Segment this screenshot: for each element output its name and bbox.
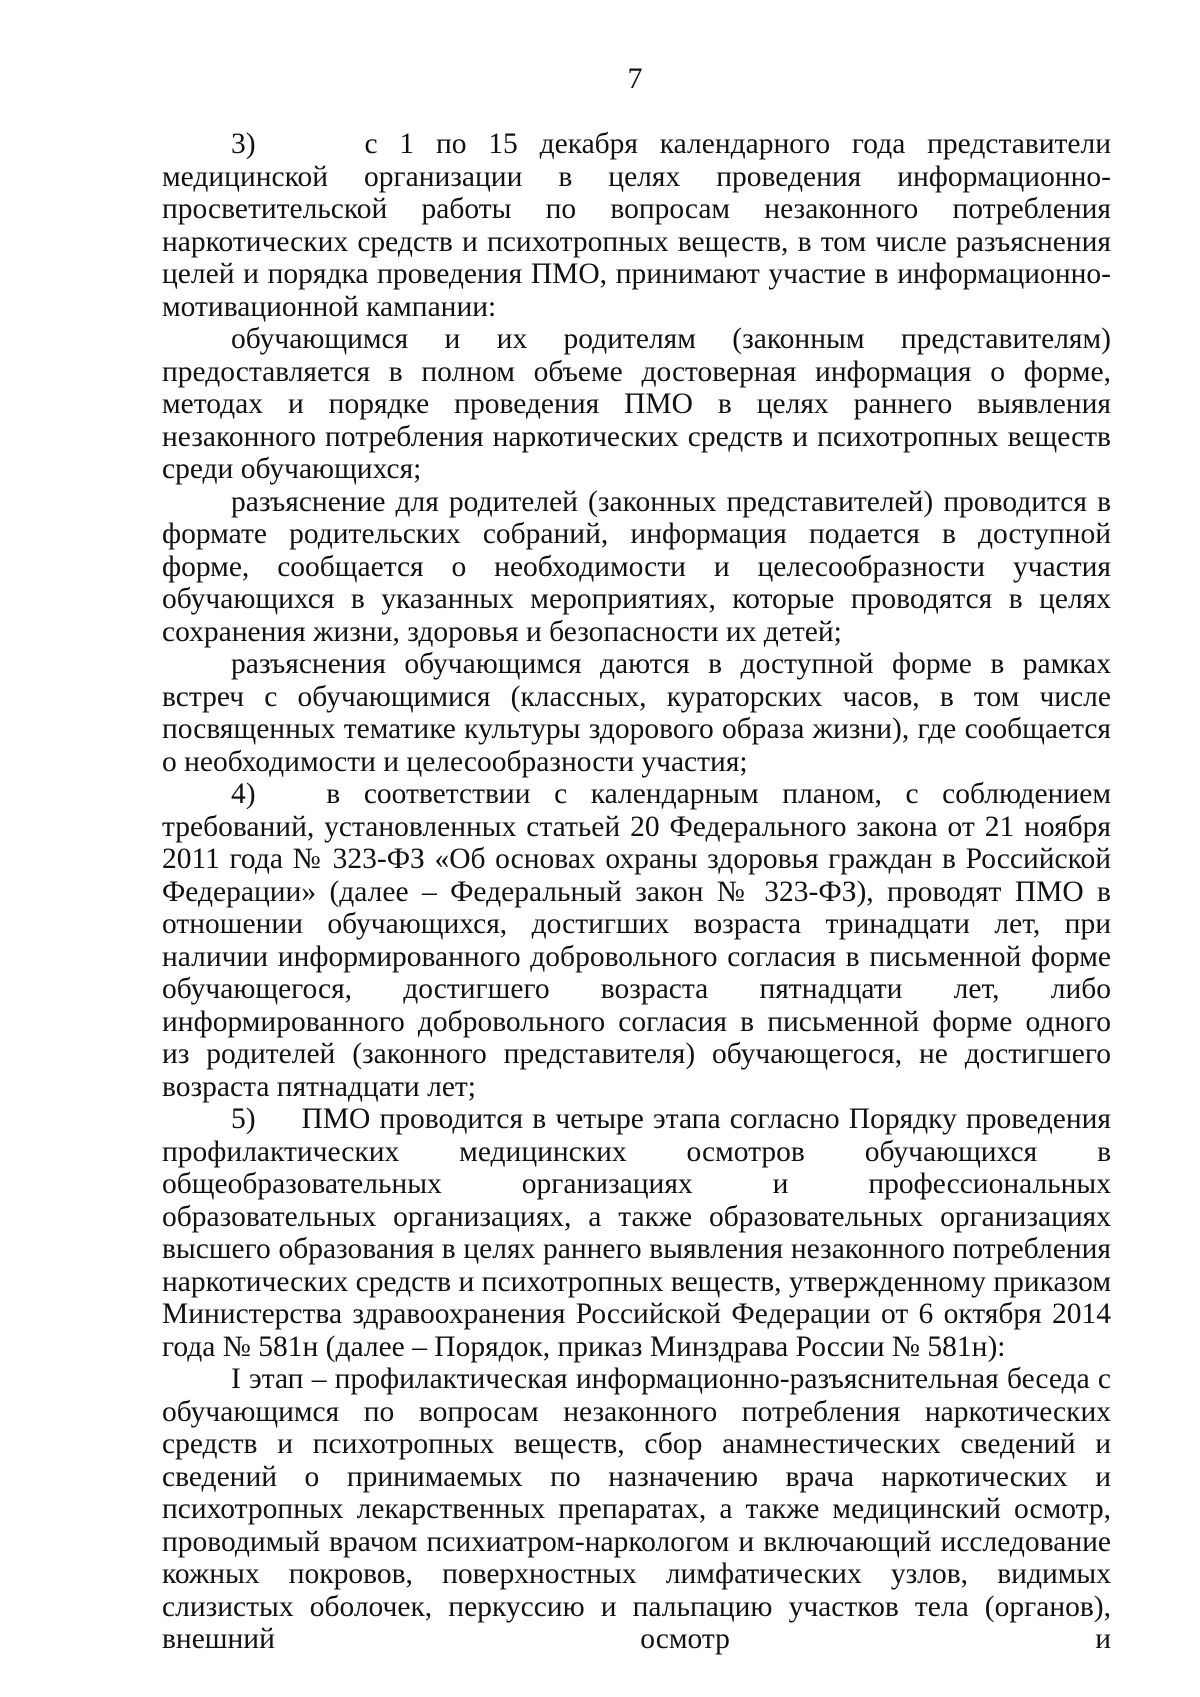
page-number: 7	[627, 62, 643, 95]
paragraph-parents-information: обучающимся и их родителям (законным представителям) предоставляется в полном объеме достоверная информация о форме, методах и порядке проведения ПМО в целях раннего выявления незаконного потребления наркотических средств и психотропных веществ среди обучающихся;	[162, 323, 1111, 485]
paragraph-students-explanations: разъяснения обучающимся даются в доступной форме в рамках встреч с обучающимися (классных, кураторских часов, в том числе посвященных тематике культуры здорового образа жизни), где сообщается о необходимости и целесообразности участия;	[162, 648, 1111, 778]
paragraph-item-3: 3) с 1 по 15 декабря календарного года представители медицинской организации в целях проведения информационно-просветительской работы по вопросам незаконного потребления наркотических средств и психотропных веществ, в том числе разъяснения целей и порядка проведения ПМО, принимают участие в информационно-мотивационной кампании:	[162, 128, 1111, 323]
paragraph-stage-1: I этап – профилактическая информационно-разъяснительная беседа с обучающимся по вопросам незаконного потребления наркотических средств и психотропных веществ, сбор анамнестических сведений и сведений о принимаемых по назначению врача наркотических и психотропных лекарственных препаратах, а также медицинский осмотр, проводимый врачом психиатром-наркологом и включающий исследование кожных покровов, поверхностных лимфатических узлов, видимых слизистых оболочек, перкуссию и пальпацию участков тела (органов), внешний осмотр и	[162, 1363, 1111, 1655]
paragraph-item-5: 5) ПМО проводится в четыре этапа согласно Порядку проведения профилактических медицинских осмотров обучающихся в общеобразовательных организациях и профессиональных образовательных организациях, а также образовательных организациях высшего образования в целях раннего выявления незаконного потребления наркотических средств и психотропных веществ, утвержденному приказом Министерства здравоохранения Российской Федерации от 6 октября 2014 года № 581н (далее – Порядок, приказ Минздрава России № 581н):	[162, 1103, 1111, 1363]
document-body	[162, 128, 1111, 1656]
paragraph-item-4: 4) в соответствии с календарным планом, с соблюдением требований, установленных статьей 20 Федерального закона от 21 ноября 2011 года № 323-ФЗ «Об основах охраны здоровья граждан в Российской Федерации» (далее – Федеральный закон № 323-ФЗ), проводят ПМО в отношении обучающихся, достигших возраста тринадцати лет, при наличии информированного добровольного согласия в письменной форме обучающегося, достигшего возраста пятнадцати лет, либо информированного добровольного согласия в письменной форме одного из родителей (законного представителя) обучающегося, не достигшего возраста пятнадцати лет;	[162, 778, 1111, 1103]
paragraph-parents-meetings: разъяснение для родителей (законных представителей) проводится в формате родительских собраний, информация подается в доступной форме, сообщается о необходимости и целесообразности участия обучающихся в указанных мероприятиях, которые проводятся в целях сохранения жизни, здоровья и безопасности их детей;	[162, 485, 1111, 648]
